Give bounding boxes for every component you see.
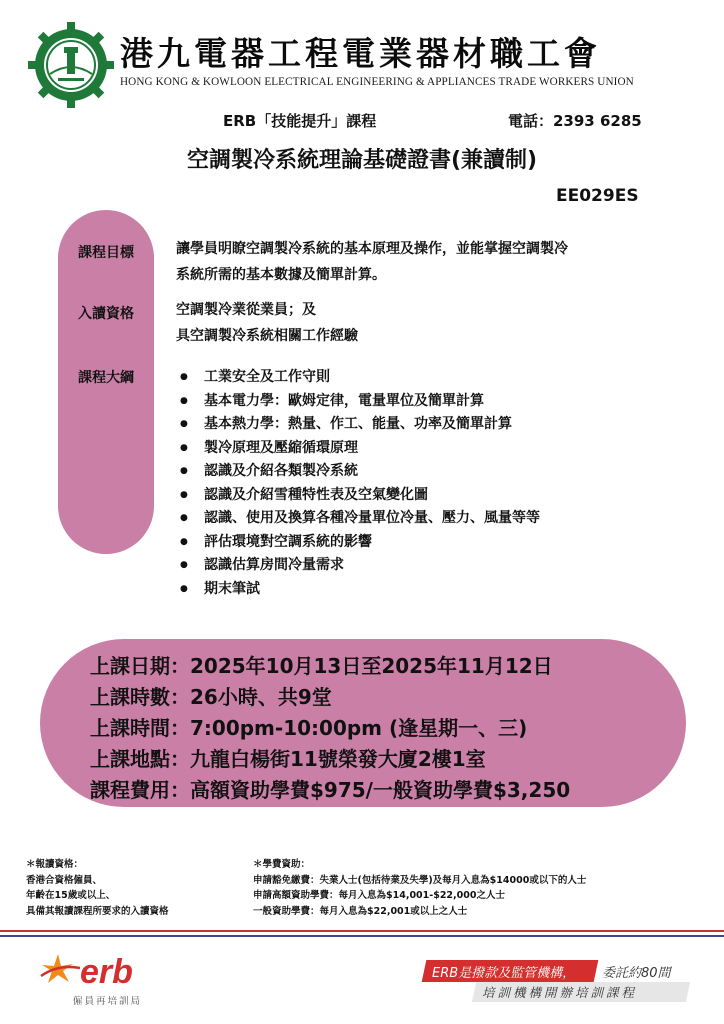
footer-divider-red bbox=[0, 930, 724, 932]
outline-item: ● 認識及介紹雪種特性表及空氣變化圖 bbox=[180, 484, 540, 508]
class-time: 上課時間：7:00pm-10:00pm (逢星期一、三) bbox=[90, 716, 528, 740]
entry-line: 具空調製冷系統相關工作經驗 bbox=[176, 328, 358, 344]
outline-item: ● 基本熱力學：熱量、作工、能量、功率及簡單計算 bbox=[180, 413, 540, 437]
erb-banner-grey-text: 培訓機構開辦培訓課程 bbox=[482, 985, 638, 1000]
eligibility-line: 香港合資格僱員、 bbox=[26, 874, 103, 886]
objective-line: 讓學員明瞭空調製冷系統的基本原理及操作，並能掌握空調製冷 bbox=[176, 241, 568, 257]
union-name-english: HONG KONG & KOWLOON ELECTRICAL ENGINEERING & APPLIANCES TRADE WORKERS UNION bbox=[120, 76, 634, 88]
eligibility-line: 年齡在15歲或以上、 bbox=[26, 890, 116, 901]
union-logo bbox=[28, 22, 114, 108]
erb-logo bbox=[36, 950, 186, 990]
class-hours: 上課時數：26小時、共9堂 bbox=[90, 685, 332, 709]
outline-item: ● 工業安全及工作守則 bbox=[180, 366, 540, 390]
fee-subsidy-title: ＊學費資助： bbox=[253, 859, 311, 870]
union-name-chinese: 港九電器工程電業器材職工會 bbox=[120, 34, 601, 73]
outline-item: ● 評估環境對空調系統的影響 bbox=[180, 531, 540, 555]
erb-star-icon bbox=[41, 954, 80, 983]
outline-item: ● 基本電力學：歐姆定律，電量單位及簡單計算 bbox=[180, 390, 540, 414]
erb-banner-institutions: 委託約80間 bbox=[602, 966, 671, 981]
outline-list bbox=[180, 366, 540, 601]
program-name: ERB「技能提升」課程 bbox=[223, 112, 377, 130]
fee-subsidy-line: 申請豁免繳費：失業人士(包括待業及失學)及每月入息為$14000或以下的人士 bbox=[253, 874, 587, 886]
fee-subsidy-line: 申請高額資助學費：每月入息為$14,001-$22,000之人士 bbox=[253, 890, 505, 901]
phone-number: 電話：2393 6285 bbox=[508, 112, 642, 130]
objective-line: 系統所需的基本數據及簡單計算。 bbox=[176, 267, 386, 283]
erb-logo-text: erb bbox=[80, 953, 133, 990]
footer-divider-blue bbox=[0, 935, 724, 937]
eligibility-note bbox=[26, 857, 169, 919]
fee-subsidy-line: 一般資助學費：每月入息為$22,001或以上之人士 bbox=[253, 905, 468, 917]
course-fee: 課程費用：高額資助學費$975/一般資助學費$3,250 bbox=[90, 778, 571, 802]
class-venue: 上課地點：九龍白楊街11號榮發大廈2樓1室 bbox=[90, 747, 486, 771]
objective-label: 課程目標 bbox=[78, 245, 134, 261]
course-title: 空調製冷系統理論基礎證書(兼讀制) bbox=[186, 148, 538, 173]
entry-line: 空調製冷業從業員；及 bbox=[176, 302, 316, 318]
fee-subsidy-note bbox=[253, 857, 586, 919]
entry-requirement-text bbox=[176, 297, 676, 349]
erb-banner-red-text: ERB是撥款及監管機構， bbox=[432, 966, 576, 981]
course-code: EE029ES bbox=[556, 186, 639, 206]
outline-item: ● 認識、使用及換算各種冷量單位冷量、壓力、風量等等 bbox=[180, 507, 540, 531]
outline-item: ● 認識及介紹各類製冷系統 bbox=[180, 460, 540, 484]
entry-requirement-label: 入讀資格 bbox=[78, 306, 134, 322]
objective-text bbox=[176, 236, 676, 288]
outline-item: ● 認識估算房間冷量需求 bbox=[180, 554, 540, 578]
eligibility-line: 具備其報讀課程所要求的入讀資格 bbox=[26, 905, 169, 917]
class-date: 上課日期：2025年10月13日至2025年11月12日 bbox=[90, 654, 553, 678]
outline-item: ● 製冷原理及壓縮循環原理 bbox=[180, 437, 540, 461]
eligibility-title: ＊報讀資格： bbox=[26, 859, 84, 870]
outline-item: ● 期末筆試 bbox=[180, 578, 540, 602]
outline-label: 課程大綱 bbox=[78, 370, 134, 386]
erb-tagline: 僱員再培訓局 bbox=[73, 996, 143, 1007]
